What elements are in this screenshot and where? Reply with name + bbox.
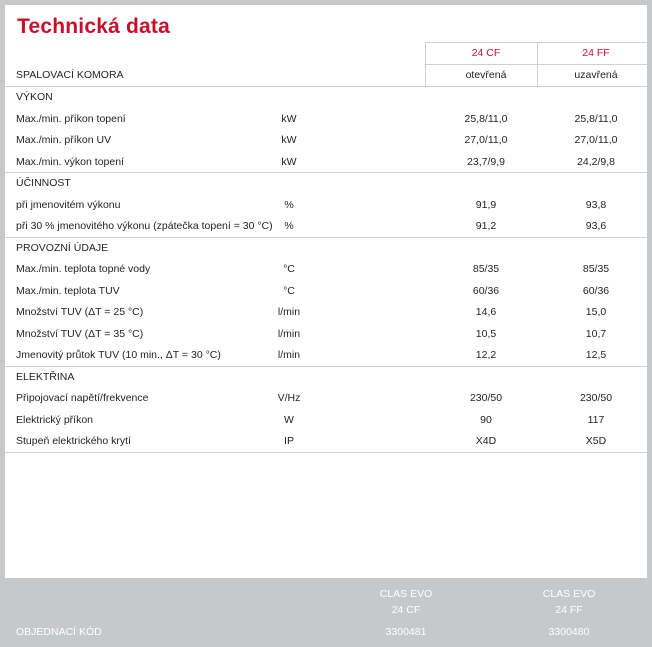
spec-unit: l/min [277,306,301,318]
row-divider [5,366,647,367]
spec-label: Max./min. příkon topení [16,112,126,125]
row-divider [5,86,647,87]
spec-label: Max./min. teplota TUV [16,284,120,297]
spec-unit: l/min [277,349,301,361]
spec-unit: IP [284,435,294,447]
spec-value-24cf: 91,2 [475,220,497,232]
spec-value-24ff: 230/50 [579,392,613,404]
chamber-value-24ff: uzavřená [574,69,618,81]
spec-value-24cf: 23,7/9,9 [467,155,505,168]
product-model: 24 CF [391,604,421,616]
spec-unit: kW [281,112,297,125]
row-divider [425,42,647,43]
row-divider [5,237,647,238]
chamber-label: SPALOVACÍ KOMORA [16,69,124,81]
order-code: 3300481 [385,626,427,638]
spec-value-24cf: 25,8/11,0 [464,112,508,125]
spec-label: Max./min. příkon UV [16,134,112,146]
section-title: ÚČINNOST [16,177,71,189]
section-title: ELEKTŘINA [16,370,75,383]
product-name: CLAS EVO [379,588,433,600]
tech-data-panel [5,5,647,578]
spec-value-24ff: 25,8/11,0 [574,112,618,125]
spec-label: Připojovací napětí/frekvence [16,392,149,404]
product-model: 24 FF [555,604,583,616]
spec-unit: kW [281,134,297,146]
spec-value-24cf: 27,0/11,0 [464,134,508,146]
product-name: CLAS EVO [542,588,596,600]
spec-value-24ff: 93,6 [585,220,607,232]
spec-value-24cf: 230/50 [469,392,503,404]
spec-unit: W [284,413,294,426]
spec-value-24ff: 117 [587,413,605,426]
spec-value-24ff: 93,8 [585,198,607,211]
row-divider [425,64,647,65]
spec-unit: °C [283,284,295,297]
spec-label: při 30 % jmenovitého výkonu (zpátečka topení = 30 °C) [16,220,273,232]
spec-value-24cf: 12,2 [475,349,497,361]
order-code-label: OBJEDNACÍ KÓD [16,626,102,638]
model-header-24ff: 24 FF [582,47,610,59]
spec-value-24cf: 90 [480,413,492,426]
spec-value-24cf: 85/35 [472,263,500,275]
spec-label: při jmenovitém výkonu [16,198,121,211]
section-title: VÝKON [16,91,53,103]
spec-value-24cf: 14,6 [475,306,497,318]
spec-value-24ff: 60/36 [582,284,610,297]
spec-value-24cf: 10,5 [475,327,497,340]
order-code: 3300480 [548,626,590,638]
row-divider [5,452,647,453]
spec-label: Stupeň elektrického krytí [16,435,131,447]
spec-unit: °C [283,263,295,275]
row-divider [5,172,647,173]
spec-value-24ff: 10,7 [585,327,607,340]
section-title: PROVOZNÍ ÚDAJE [16,241,109,254]
column-divider [425,42,426,86]
spec-value-24ff: 15,0 [585,306,607,318]
spec-label: Elektrický příkon [16,413,94,426]
spec-value-24cf: X4D [475,435,497,447]
spec-value-24ff: X5D [585,435,607,447]
spec-unit: % [284,198,294,211]
spec-label: Množství TUV (ΔT = 25 °C) [16,306,144,318]
spec-label: Jmenovitý průtok TUV (10 min., ΔT = 30 °C) [16,349,221,361]
spec-value-24ff: 85/35 [582,263,610,275]
spec-label: Množství TUV (ΔT = 35 °C) [16,327,144,340]
spec-value-24cf: 91,9 [475,198,497,211]
spec-value-24ff: 27,0/11,0 [574,134,618,146]
spec-value-24ff: 24,2/9,8 [577,155,615,168]
spec-label: Max./min. teplota topné vody [16,263,151,275]
column-divider [537,42,538,86]
chamber-value-24cf: otevřená [465,69,507,81]
spec-unit: % [284,220,294,232]
spec-value-24ff: 12,5 [585,349,607,361]
model-header-24cf: 24 CF [471,47,501,59]
spec-unit: V/Hz [277,392,301,404]
spec-label: Max./min. výkon topení [16,155,124,168]
spec-value-24cf: 60/36 [472,284,500,297]
spec-unit: l/min [277,327,301,340]
page-title: Technická data [17,15,170,38]
spec-unit: kW [281,155,297,168]
